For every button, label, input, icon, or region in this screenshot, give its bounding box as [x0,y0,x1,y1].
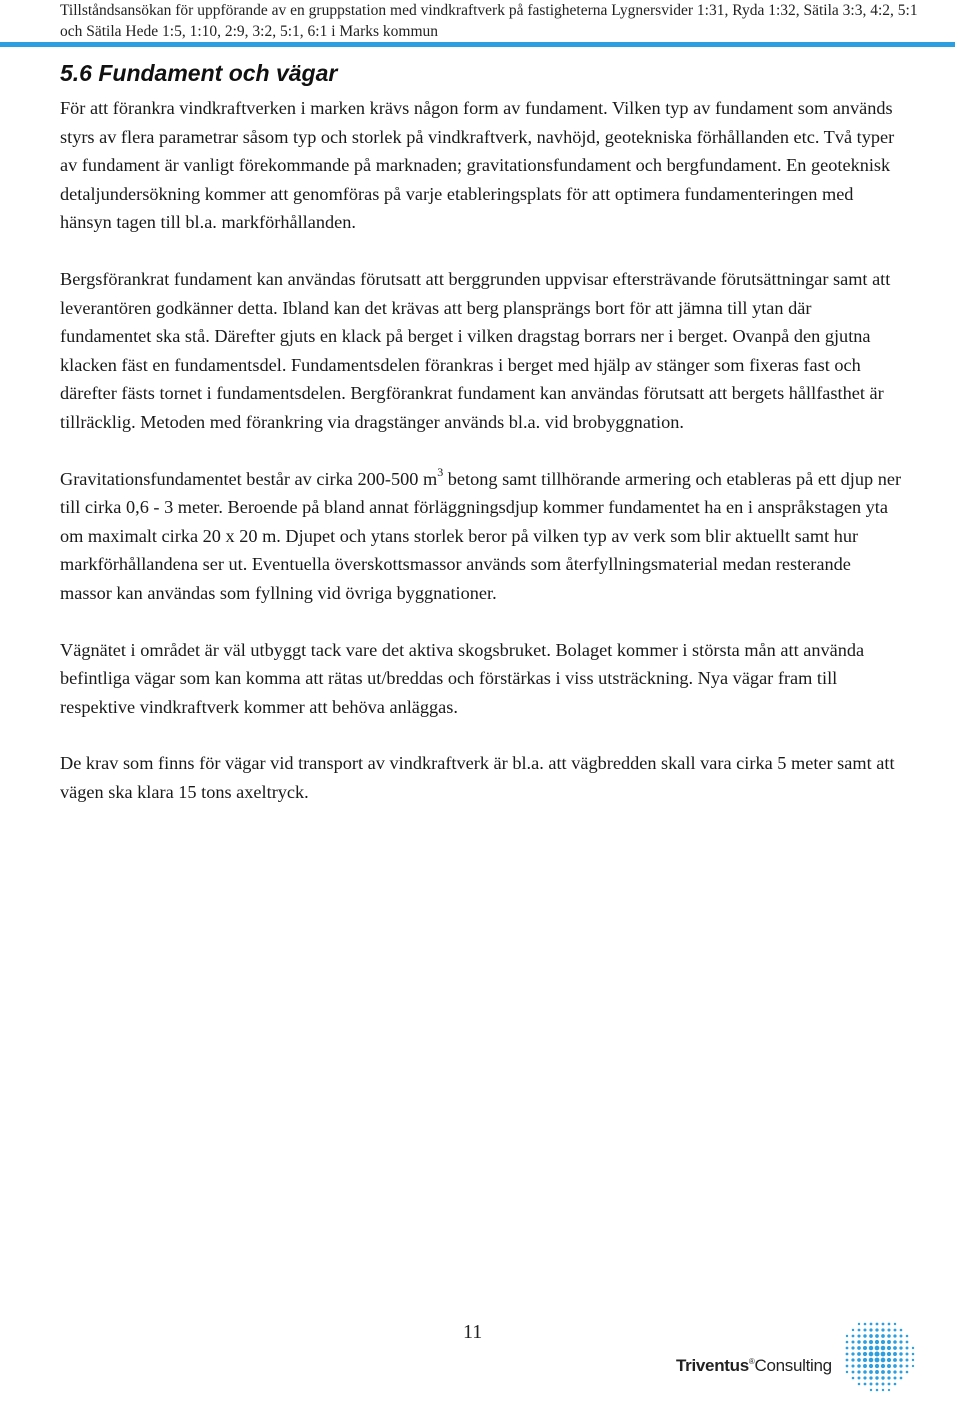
paragraph-foundation-intro: För att förankra vindkraftverken i marken krävs någon form av fundament. Vilken typ av fundament som används styrs av flera parametrar såsom typ och storlek på vindkraftverk, navhöjd, geotekniska förhållanden etc. Två typer av fundament är vanligt förekommande på marknaden; gravitationsfundament och bergfundament. En geoteknisk detaljundersökning kommer att genomföras på varje etableringsplats för att optimera fundamenteringen med hänsyn tagen till bl.a. markförhållanden. [60,98,895,233]
logo-dot [858,1323,860,1325]
document-header: Tillståndsansökan för uppförande av en gruppstation med vindkraftverk på fastigheterna Lygnersvider 1:31, Ryda 1:32, Sätila 3:3, 4:2, 5:1 och Sätila Hede 1:5, 1:10, 2:9, 3:2, 5:1, 6:1 i Marks kommun [60,2,918,40]
logo-dot [899,1358,902,1361]
logo-dot [846,1347,849,1350]
logo-dot [894,1323,896,1325]
logo-dot [912,1365,914,1367]
logo-dot [893,1346,897,1350]
logo-dot [882,1389,884,1391]
logo-dot [852,1335,855,1338]
logo-dot [899,1364,902,1367]
logo-dot [887,1352,891,1356]
logo-dot [887,1328,890,1331]
page-number: 11 [463,1321,483,1343]
logo-dot [881,1376,884,1379]
logo-dot [857,1358,861,1362]
logo-dot [887,1370,891,1374]
logo-dot [858,1383,861,1386]
brand-name-bold: Triventus [676,1356,749,1375]
logo-dot [888,1389,890,1391]
logo-dot [900,1377,903,1380]
logo-dot [851,1352,854,1355]
logo-dot [857,1346,861,1350]
logo-dot [864,1383,867,1386]
logo-dot [912,1347,914,1349]
logo-dot [863,1376,866,1379]
logo-dot [881,1352,886,1357]
logo-dot [900,1329,903,1332]
logo-dot [851,1358,854,1361]
logo-dot [846,1335,848,1337]
logo-dot [863,1364,867,1368]
body-text [60,94,905,834]
logo-dot [881,1346,886,1351]
logo-dot [857,1370,860,1373]
gravity-text-start: Gravitationsfundamentet består av cirka 200-500 m [60,468,438,489]
logo-dot [851,1364,854,1367]
logo-dot [881,1340,885,1344]
logo-dot [875,1334,879,1338]
cubic-superscript: 3 [437,464,444,479]
logo-dot [912,1353,915,1356]
logo-dot [899,1346,902,1349]
logo-dot [875,1364,879,1368]
header-rule [0,42,955,47]
logo-dot [887,1346,891,1350]
logo-dot [894,1377,897,1380]
logo-dot [881,1370,885,1374]
logo-dot [870,1389,872,1391]
logo-dot [887,1376,890,1379]
logo-dot [906,1371,909,1374]
logo-dot [846,1359,849,1362]
logo-dot [875,1328,878,1331]
logo-dot [875,1358,880,1363]
logo-dot [870,1323,873,1326]
logo-dot [899,1340,902,1343]
logo-dot [876,1323,879,1326]
logo-dot [869,1364,873,1368]
logo-dot [875,1340,879,1344]
logo-dot [881,1328,884,1331]
logo-dot [863,1334,866,1337]
logo-dot [857,1340,860,1343]
logo-dot [869,1328,872,1331]
logo-dot [900,1371,903,1374]
logo-dot [906,1365,909,1368]
logo-dot [882,1323,885,1326]
logo-dot [881,1358,886,1363]
logo-dot [846,1371,848,1373]
logo-dot [881,1334,885,1338]
logo-dot [876,1389,879,1392]
logo-dot [906,1347,909,1350]
logo-dot [870,1383,873,1386]
logo-dot [875,1346,880,1351]
logo-dot [863,1358,867,1362]
paragraph-rock-foundation: Bergsförankrat fundament kan användas förutsatt att berggrunden uppvisar eftersträvande förutsättningar samt att leverantören godkänner detta. Ibland kan det krävas att berg plansprängs bort för att jämna till ytan där fundamentet ska stå. Därefter gjuts en klack på berget i vilken dragstag borrars ner i berget. Ovanpå den gjutna klacken fäst en fundamentsdel. Fundamentsdelen förankras i berget med hjälp av stänger som fixeras fast och därefter fästs tornet i fundamentsdelen. Bergförankrat fundament kan användas förutsatt att bergets hållfasthet är tillräcklig. Metoden med förankring via dragstänger används bl.a. vid brobyggnation. [60,268,891,432]
logo-dot [846,1365,849,1368]
logo-dot [887,1334,891,1338]
logo-dot [893,1340,897,1344]
logo-dot [852,1377,855,1380]
logo-dot [858,1329,861,1332]
logo-dot [893,1358,897,1362]
logo-dot [906,1353,909,1356]
logo-dot [906,1359,909,1362]
brand-name-consulting: Consulting [754,1356,832,1375]
logo-dot [900,1335,903,1338]
logo-dot [875,1376,878,1379]
logo-dot [852,1371,855,1374]
paragraph-gravity-foundation [60,465,905,608]
logo-dot [869,1358,874,1363]
logo-dot [869,1334,873,1338]
logo-dot [869,1352,874,1357]
logo-dot [858,1377,861,1380]
brand-name [676,1350,832,1378]
logo-dot [882,1383,885,1386]
logo-dot [899,1352,902,1355]
logo-dot [906,1341,909,1344]
section-title: 5.6 Fundament och vägar [60,60,338,86]
logo-dot [869,1346,873,1350]
logo-dot [887,1340,891,1344]
logo-dot [881,1364,885,1368]
logo-dot [894,1383,897,1386]
logo-dot [887,1358,891,1362]
paragraph-road-requirements: De krav som finns för vägar vid transport av vindkraftverk är bl.a. att vägbredden skall vara cirka 5 meter samt att vägen ska klara 15 tons axeltryck. [60,753,895,802]
logo-dot [857,1364,861,1368]
logo-dot [857,1334,860,1337]
logo-dot [893,1364,897,1368]
logo-dot [863,1328,866,1331]
logo-dot [893,1370,896,1373]
logo-dot [875,1370,879,1374]
logo-dot [869,1376,872,1379]
logo-dot [846,1341,849,1344]
logo-dot [846,1353,849,1356]
logo-dot [851,1346,854,1349]
logo-dot [852,1329,854,1331]
gravity-text-end: betong samt tillhörande armering och etableras på ett djup ner till cirka 0,6 - 3 meter. Beroende på bland annat förläggningsdjup kommer fundamentet ha en i anspråkstagen yta om maximalt cirka 20 x 20 m. Djupet och ytans storlek beror på vilken typ av verk som blir aktuellt samt hur markförhållandena ser ut. Eventuella överskottsmassor används som återfyllningsmaterial medan resterande massor kan användas som fyllning vid övriga byggnationer. [60,468,902,603]
logo-dot [863,1340,867,1344]
logo-dot [863,1370,867,1374]
logo-dot [863,1352,867,1356]
logo-dot [906,1335,909,1338]
registered-mark: ® [748,1357,755,1366]
logo-dot [857,1352,861,1356]
logo-dot [888,1383,891,1386]
dot-matrix-globe-icon [838,1315,918,1395]
logo-dot [874,1351,879,1356]
logo-dot [864,1323,867,1326]
logo-dot [887,1364,891,1368]
paragraph-road-network: Vägnätet i området är väl utbyggt tack vare det aktiva skogsbruket. Bolaget kommer i största mån att använda befintliga vägar som kan komma att rätas ut/breddas och förstärkas i viss utsträckning. Nya vägar fram till respektive vindkraftverk kommer att behöva anläggas. [60,639,865,717]
logo-dot [869,1370,873,1374]
logo-dot [893,1352,897,1356]
logo-dot [893,1334,896,1337]
logo-dot [851,1340,854,1343]
logo-dot [894,1329,897,1332]
logo-dot [863,1346,867,1350]
logo-dot [912,1359,914,1361]
logo-dot [869,1340,873,1344]
logo-dot [876,1383,879,1386]
logo-dot [888,1323,891,1326]
